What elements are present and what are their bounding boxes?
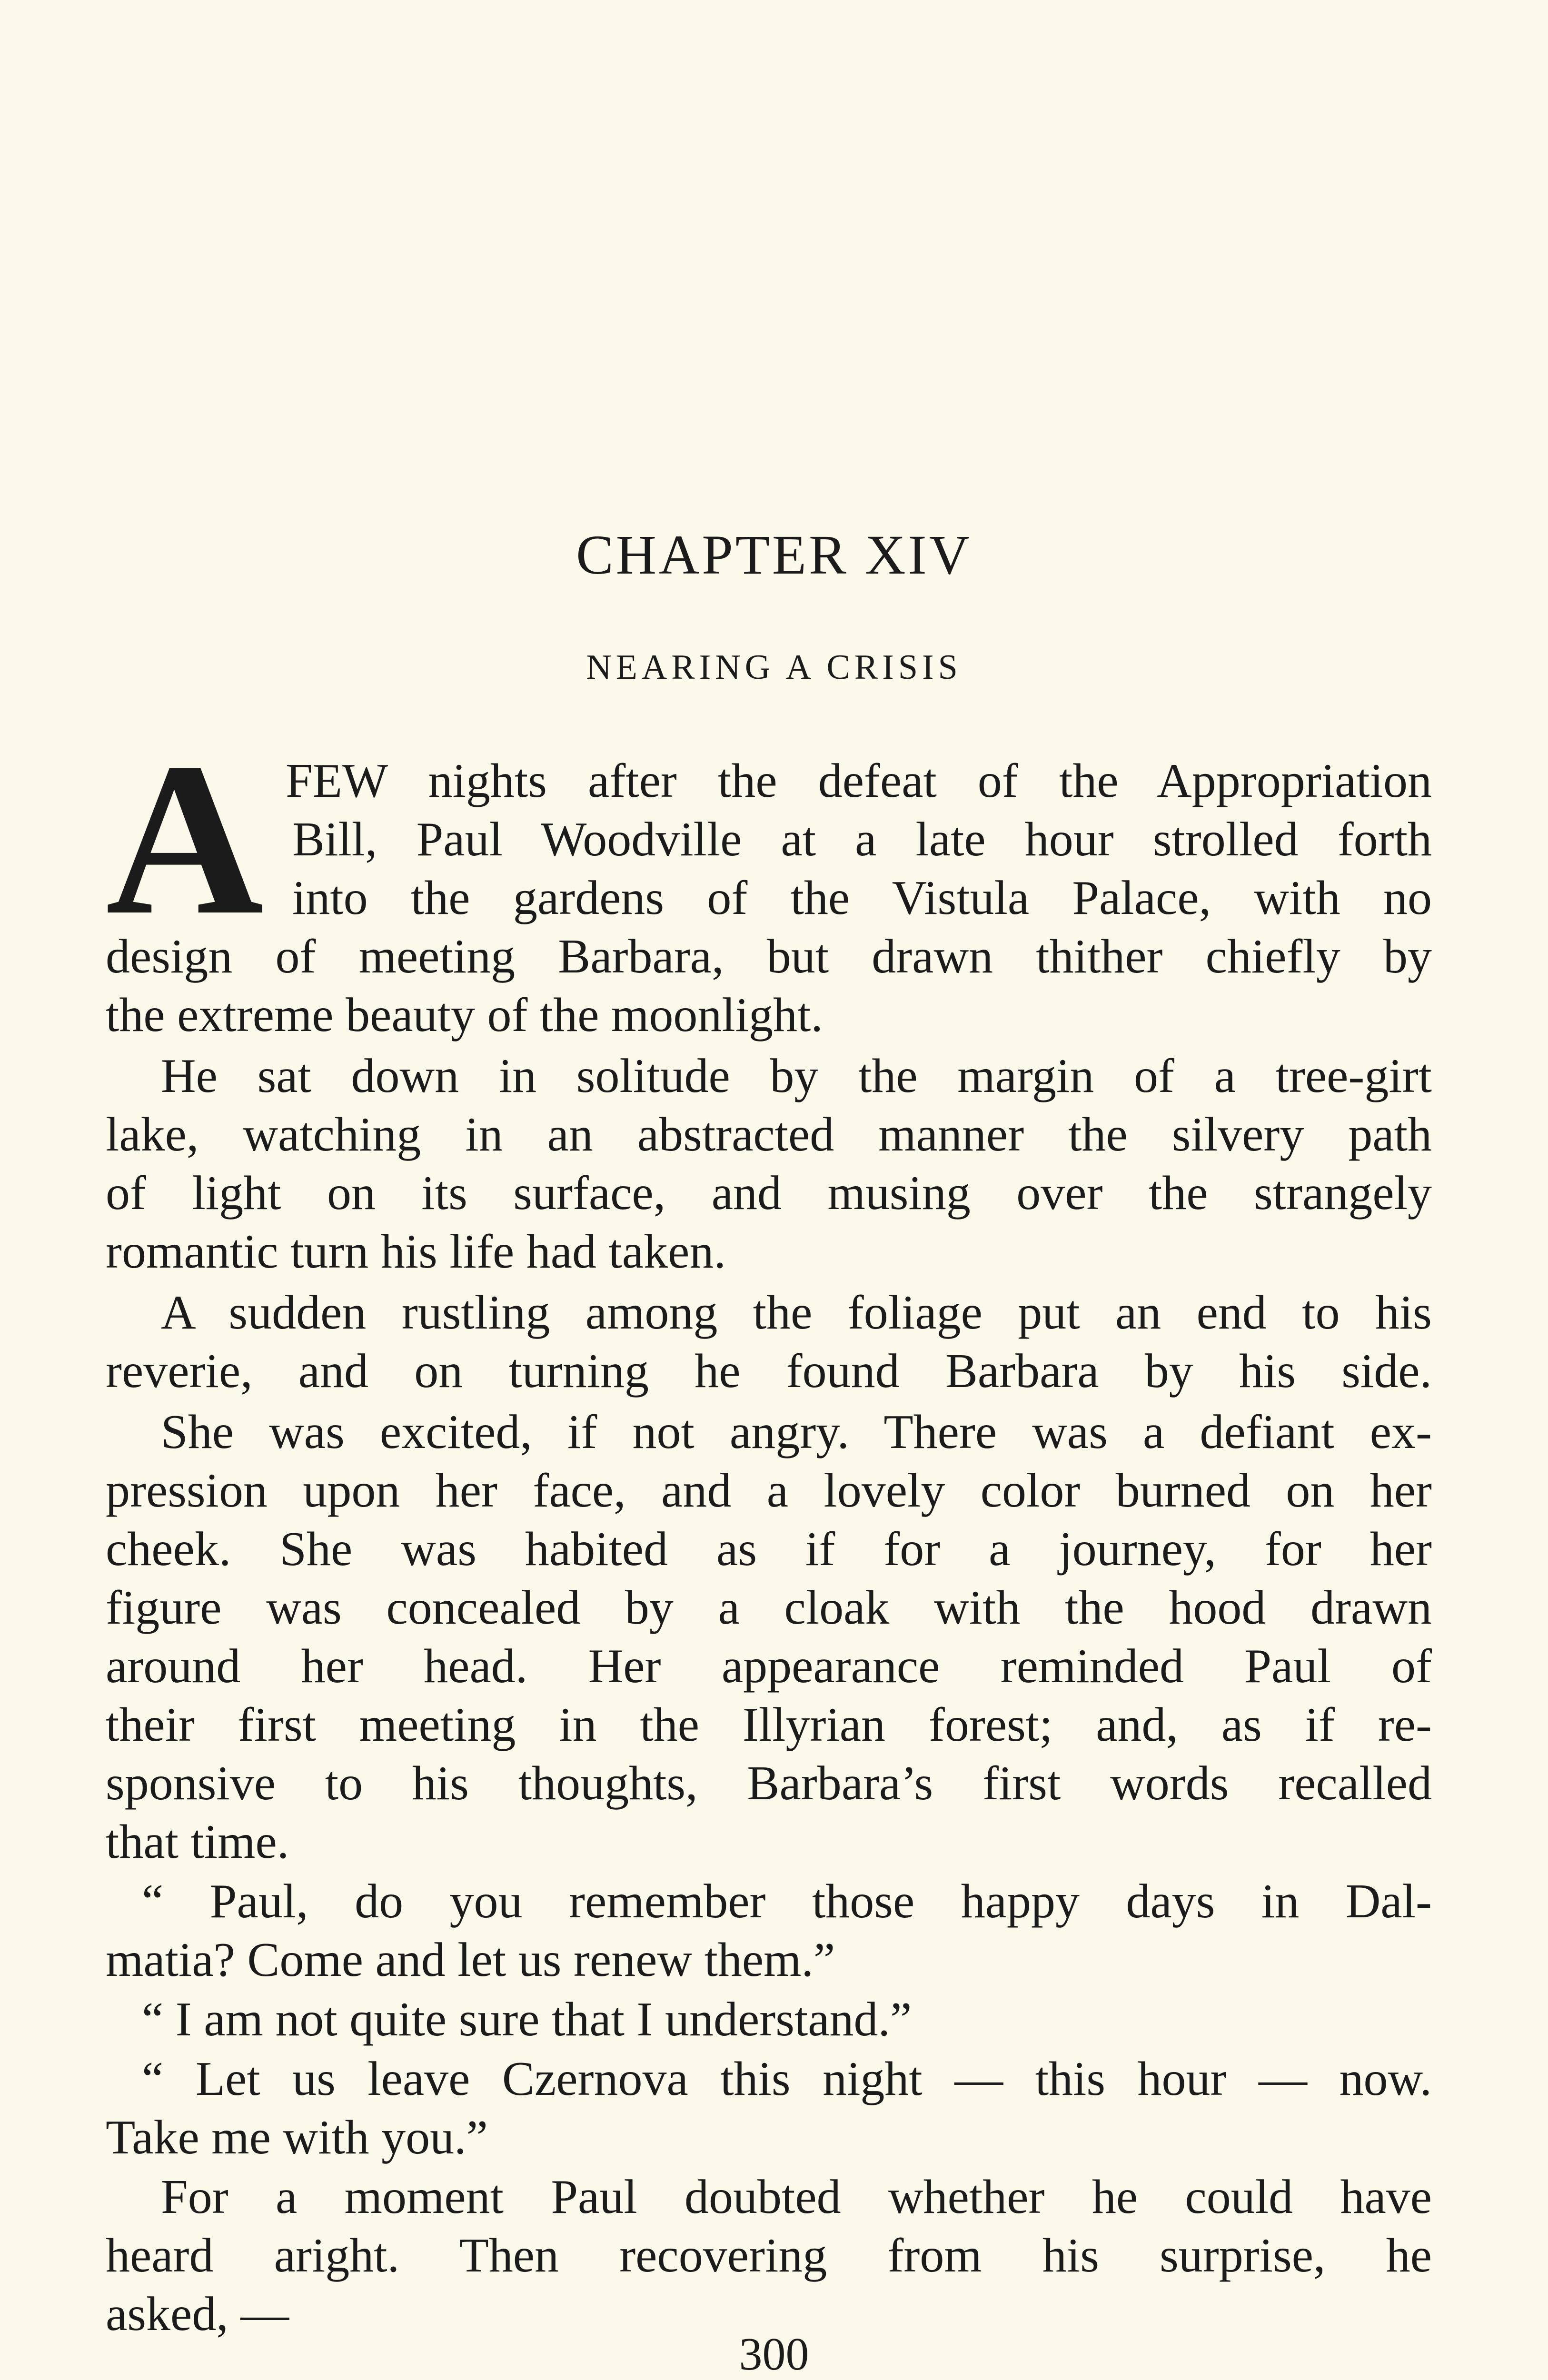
text-line: He sat down in solitude by the margin of a tree-girt — [161, 1049, 1432, 1103]
text-line: reverie, and on turning he found Barbara by his side. — [106, 1344, 1432, 1398]
text-line: design of meeting Barbara, but drawn thither chiefly by — [106, 930, 1432, 983]
text-line: of light on its surface, and musing over the strangely — [106, 1166, 1432, 1220]
text-line: “ Paul, do you remember those happy days in Dal- — [142, 1874, 1432, 1928]
text-line: “ Let us leave Czernova this night — this hour — now. — [142, 2052, 1432, 2106]
text-line: “ I am not quite sure that I understand.” — [142, 1993, 912, 2046]
text-line: asked, — — [106, 2287, 289, 2341]
text-line: the extreme beauty of the moonlight. — [106, 988, 823, 1042]
text-line: around her head. Her appearance reminded Paul of — [106, 1639, 1432, 1693]
drop-cap: A — [106, 717, 264, 960]
text-line: A sudden rustling among the foliage put an end to his — [161, 1286, 1432, 1339]
chapter-subtitle: NEARING A CRISIS — [586, 648, 962, 687]
text-line: Bill, Paul Woodville at a late hour strolled forth — [292, 813, 1432, 866]
text-line: lake, watching in an abstracted manner the silvery path — [106, 1108, 1432, 1161]
text-line: romantic turn his life had taken. — [106, 1225, 726, 1279]
text-line: figure was concealed by a cloak with the hood drawn — [106, 1581, 1432, 1635]
text-line: that time. — [106, 1815, 289, 1869]
text-line: cheek. She was habited as if for a journey, for her — [106, 1522, 1432, 1576]
text-line: Take me with you.” — [106, 2111, 488, 2164]
text-line: matia? Come and let us renew them.” — [106, 1933, 835, 1987]
page-number: 300 — [739, 2329, 809, 2380]
text-line: For a moment Paul doubted whether he could have — [161, 2170, 1432, 2224]
text-line: She was excited, if not angry. There was a defiant ex- — [161, 1405, 1432, 1459]
text-line: into the gardens of the Vistula Palace, with no — [292, 871, 1432, 925]
text-line: their first meeting in the Illyrian forest; and, as if re- — [106, 1698, 1432, 1752]
chapter-title: CHAPTER XIV — [576, 524, 972, 586]
text-line: sponsive to his thoughts, Barbara’s first words recalled — [106, 1756, 1432, 1810]
text-line: heard aright. Then recovering from his surprise, he — [106, 2229, 1432, 2282]
text-line: FEW nights after the defeat of the Appropriation — [286, 754, 1432, 808]
text-line: pression upon her face, and a lovely color burned on her — [106, 1464, 1432, 1517]
